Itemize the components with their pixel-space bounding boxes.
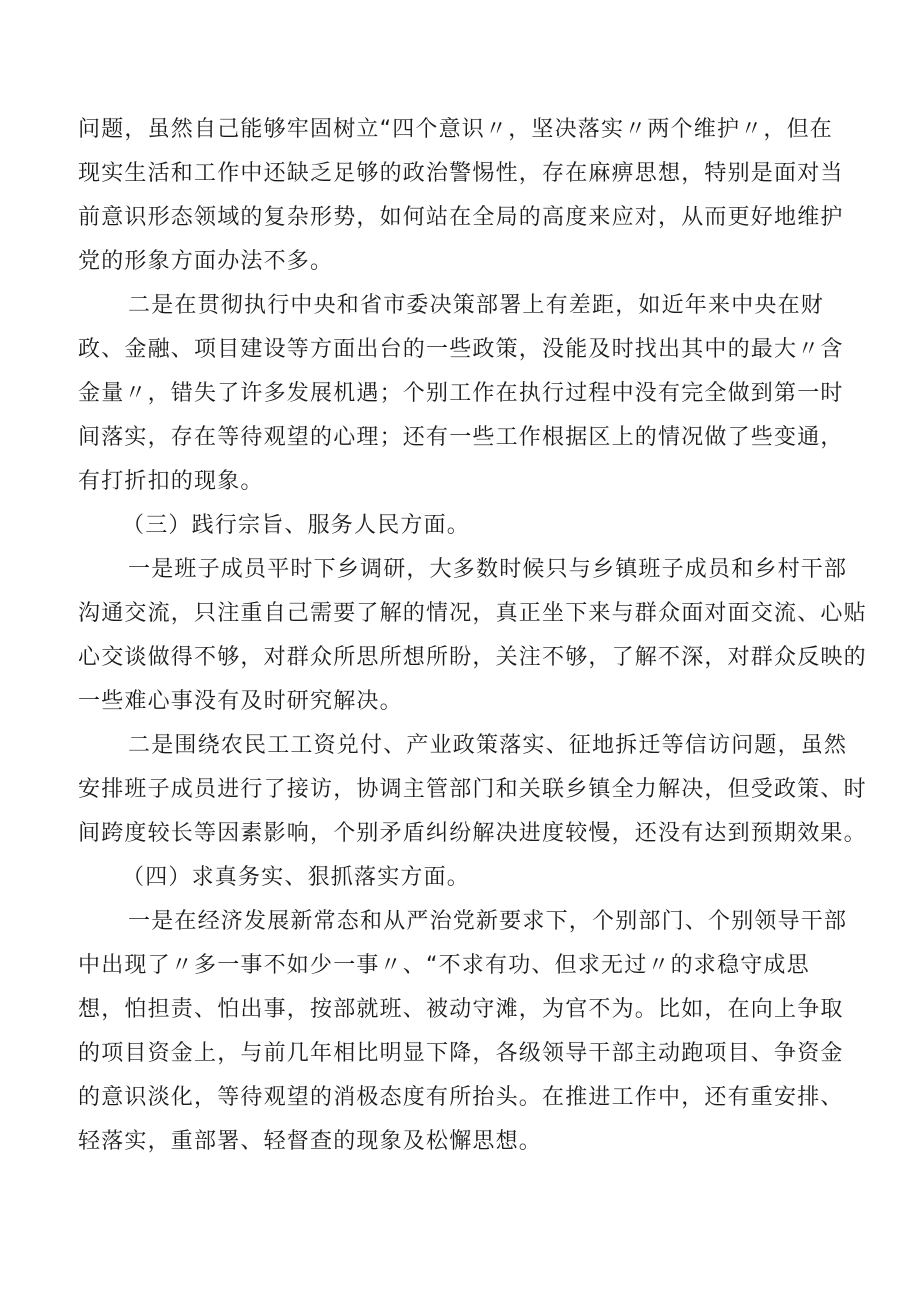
text-line: 一些难心事没有及时研究解决。 — [78, 689, 403, 714]
section-heading: （三）践行宗旨、服务人民方面。 — [122, 513, 471, 538]
text-line: 问题，虽然自己能够牢固树立“四个意识〃，坚决落实〃两个维护〃，但在 — [78, 117, 833, 142]
text-line: 想，怕担责、怕出事，按部就班、被动守滩，为官不为。比如，在向上争取 — [78, 997, 844, 1022]
text-line: 一是班子成员平时下乡调研，大多数时候只与乡镇班子成员和乡村干部 — [128, 557, 848, 582]
text-line: 有打折扣的现象。 — [78, 469, 264, 494]
text-line: 政、金融、项目建设等方面出台的一些政策，没能及时找出其中的最大〃含 — [78, 337, 844, 362]
text-line: 现实生活和工作中还缺乏足够的政治警惕性，存在麻痹思想，特别是面对当 — [78, 161, 844, 186]
text-line: 心交谈做得不够，对群众所思所想所盼，关注不够，了解不深，对群众反映的 — [78, 645, 867, 670]
text-line: 间落实，存在等待观望的心理；还有一些工作根据区上的情况做了些变通， — [78, 425, 844, 450]
text-line: 一是在经济发展新常态和从严治党新要求下，个别部门、个别领导干部 — [128, 909, 848, 934]
text-line: 安排班子成员进行了接访，协调主管部门和关联乡镇全力解决，但受政策、时 — [78, 777, 867, 802]
text-line: 的意识淡化，等待观望的消极态度有所抬头。在推进工作中，还有重安排、 — [78, 1085, 844, 1110]
section-heading: （四）求真务实、狠抓落实方面。 — [122, 865, 471, 890]
text-line: 中出现了〃多一事不如少一事〃、“不求有功、但求无过〃的求稳守成思 — [78, 953, 810, 978]
text-line: 二是围绕农民工工资兑付、产业政策落实、征地拆迁等信访问题，虽然 — [128, 733, 848, 758]
text-line: 的项目资金上，与前几年相比明显下降，各级领导干部主动跑项目、争资金 — [78, 1041, 844, 1066]
text-line: 轻落实，重部署、轻督查的现象及松懈思想。 — [78, 1129, 543, 1154]
text-line: 前意识形态领域的复杂形势，如何站在全局的高度来应对，从而更好地维护 — [78, 205, 844, 230]
text-line: 二是在贯彻执行中央和省市委决策部署上有差距，如近年来中央在财 — [128, 293, 825, 318]
text-line: 党的形象方面办法不多。 — [78, 249, 334, 274]
text-line: 间跨度较长等因素影响，个别矛盾纠纷解决进度较慢，还没有达到预期效果。 — [78, 821, 867, 846]
text-line: 金量〃，错失了许多发展机遇；个别工作在执行过程中没有完全做到第一时 — [78, 381, 844, 406]
text-line: 沟通交流，只注重自己需要了解的情况，真正坐下来与群众面对面交流、心贴 — [78, 601, 867, 626]
